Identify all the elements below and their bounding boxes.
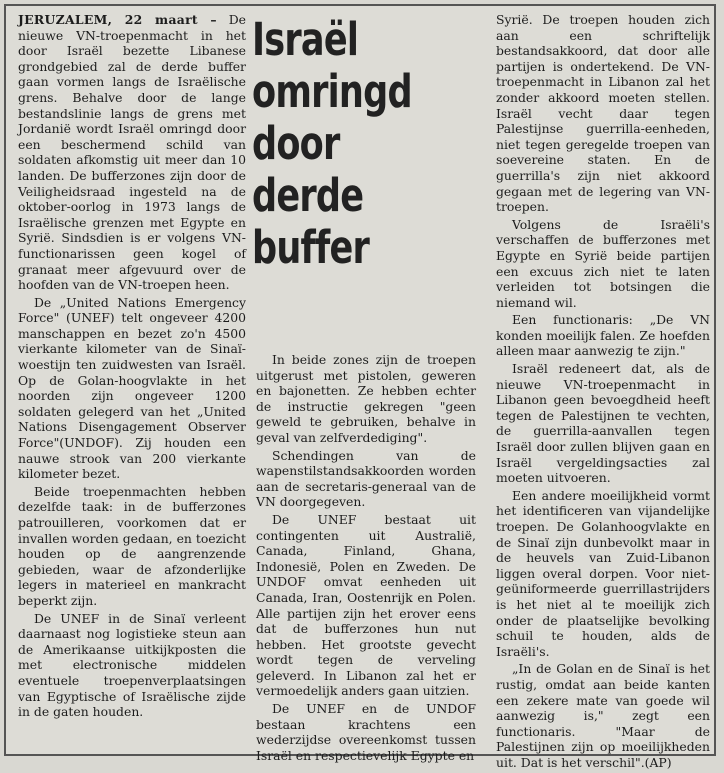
article-column-2 (256, 352, 476, 765)
paragraph: Beide troepenmachten hebben dezelfde taak: in de bufferzones patrouilleren, voorkomen dat er invallen worden gedaan, en toezicht houden op de aangrenzende gebieden, waar de afzonderlijke legers in materieel en mankracht beperkt zijn. (18, 483, 246, 608)
paragraph: In beide zones zijn de troepen uitgerust met pistolen, geweren en bajonetten. Ze hebben echter de instructie gekregen "geen geweld te gebruiken, behalve in geval van zelfverdediging". (256, 352, 476, 445)
paragraph: De UNEF bestaat uit contingenten uit Australië, Canada, Finland, Ghana, Indonesië, Polen en Zweden. De UNDOF omvat eenheden uit Canada, Iran, Oostenrijk en Polen. Alle partijen zijn het erover eens dat de bufferzones hun nut hebben. Het grootste gevecht wordt tegen de verveling geleverd. In Libanon zal het er vermoedelijk anders gaan uitzien. (256, 511, 476, 699)
article-column-3 (496, 12, 710, 773)
paragraph: Een andere moeilijkheid vormt het identificeren van vijandelijke troepen. De Golanhoogvlakte en de Sinaï zijn dunbevolkt maar in de heuvels van Zuid-Libanon liggen overal dorpen. Voor niet-geüniformeerde guerrillastrijders is het niet al te moeilijk zich onder de plaatselijke bevolking schuil te houden, alds de Israëli's. (496, 487, 710, 659)
paragraph: De UNEF in de Sinaï verleent daarnaast nog logistieke steun aan de Amerikaanse uitkijkposten die met electronische middelen eventuele troepenverplaatsingen van Egyptische of Israëlische zijde in de gaten houden. (18, 610, 246, 720)
paragraph: Volgens de Israëli's verschaffen de bufferzones met Egypte en Syrië beide partijen een excuus zich niet te laten verleiden tot botsingen die niemand wil. (496, 216, 710, 310)
paragraph: Israël redeneert dat, als de nieuwe VN-troepenmacht in Libanon geen bevoegdheid heeft tegen de Palestijnen te vechten, de guerrilla-aanvallen tegen Israël door zullen blijven gaan en Israël vergeldingsacties zal moeten uitvoeren. (496, 361, 710, 486)
headline-line: buffer (252, 221, 370, 274)
paragraph: Schendingen van de wapenstilstandsakkoorden worden aan de secretaris-generaal van de VN doorgegeven. (256, 447, 476, 510)
paragraph: De UNEF en de UNDOF bestaan krachtens een wederzijdse overeenkomst tussen Israël en respectievelijk Egypte en (256, 701, 476, 763)
headline-line: door (252, 117, 340, 170)
paragraph: „In de Golan en de Sinaï is het rustig, omdat aan beide kanten een zekere mate van goede wil aanwezig is," zegt een functionaris. "Maar de Palestijnen zijn op moeilijkheden uit. Dat is het verschil".(AP) (496, 661, 710, 770)
headline-line: derde (252, 169, 364, 222)
headline-line: Israël (252, 13, 359, 66)
paragraph: De „United Nations Emergency Force" (UNEF) telt ongeveer 4200 manschappen en bezet zo'n 4500 vierkante kilometer van de Sinaï-woestijn ten zuidwesten van Israël. Op de Golan-hoogvlakte in het noorden zijn ongeveer 1200 soldaten gelegerd van het „United Nations Disengagement Observer Force"(UNDOF). Zij houden een nauwe strook van 200 vierkante kilometer bezet. (18, 294, 246, 482)
headline-line: omringd (252, 65, 412, 118)
dateline: JERUZALEM, 22 maart – (18, 12, 217, 27)
paragraph: Syrië. De troepen houden zich aan een schriftelijk bestandsakkoord, dat door alle partijen is ondertekend. De VN-troepenmacht in Libanon zal het zonder akkoord moeten stellen. Israël vecht daar tegen Palestijnse guerrilla-eenheden, niet tegen geregelde troepen van soevereine staten. En de guerrilla's zijn niet akkoord gegaan met de legering van VN-troepen. (496, 12, 710, 215)
paragraph: Een functionaris: „De VN konden moeilijk falen. Ze hoefden alleen maar aanwezig te zijn." (496, 312, 710, 359)
lead-paragraph (18, 12, 246, 293)
paragraph-text: De nieuwe VN-troepenmacht in het door Israël bezette Libanese grondgebied zal de derde buffer gaan vormen langs de Israëlische grens. Behalve door de lange bestandslinie langs de grens met Jordanië wordt Israël omringd door een beschermend schild van soldaten afkomstig uit meer dan 10 landen. De bufferzones zijn door de Veiligheidsraad ingesteld na de oktober-oorlog in 1973 langs de Israëlische grenzen met Egypte en Syrië. Sindsdien is er volgens VN-functionarissen geen kogel of granaat meer afgevuurd over de hoofden van de VN-troepen heen. (18, 12, 246, 293)
headline (252, 14, 431, 274)
article-column-1 (18, 12, 246, 722)
